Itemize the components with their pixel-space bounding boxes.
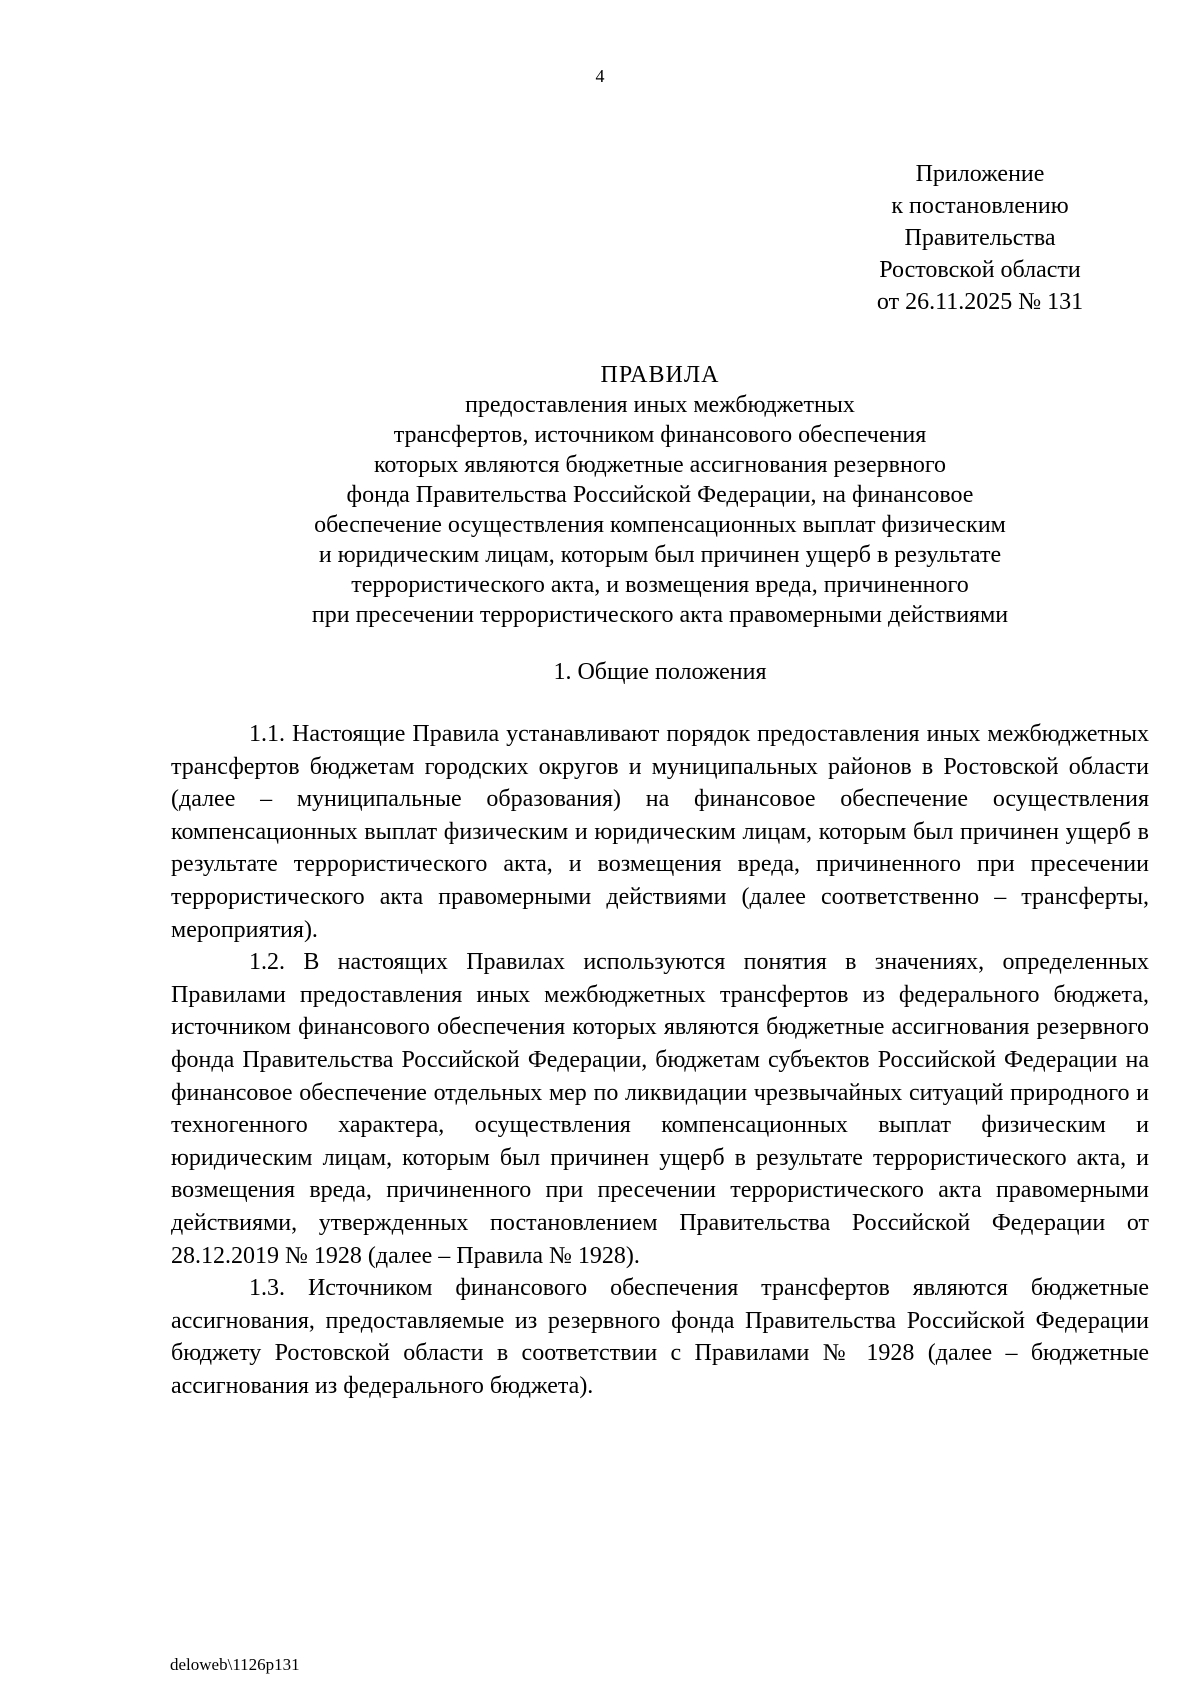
subtitle-line: трансфертов, источником финансового обеспечения — [393, 422, 927, 448]
appendix-line: к постановлению — [891, 193, 1069, 219]
subtitle-line: и юридическим лицам, которым был причинен ущерб в результате — [318, 542, 1002, 568]
title-subtitle — [170, 390, 1150, 630]
body-text — [171, 718, 1149, 1402]
appendix-line: Приложение — [915, 161, 1045, 187]
subtitle-line: террористического акта, и возмещения вреда, причиненного — [351, 572, 969, 598]
subtitle-line: фонда Правительства Российской Федерации, на финансовое — [346, 482, 974, 508]
paragraph-1-2: 1.2. В настоящих Правилах используются понятия в значениях, определенных Правилами предоставления иных межбюджетных трансфертов из федерального бюджета, источником финансового обеспечения которых являются бюджетные ассигнования резервного фонда Правительства Российской Федерации, бюджетам субъектов Российской Федерации на финансовое обеспечение отдельных мер по ликвидации чрезвычайных ситуаций природного и техногенного характера, осуществления компенсационных выплат физическим и юридическим лицам, которым был причинен ущерб в результате террористического акта, и возмещения вреда, причиненного при пресечении террористического акта правомерными действиями, утвержденных постановлением Правительства Российской Федерации от 28.12.2019 № 1928 (далее – Правила № 1928). — [171, 949, 1149, 1269]
appendix-line: Ростовской области — [879, 257, 1081, 283]
subtitle-line: предоставления иных межбюджетных — [465, 392, 855, 418]
footer-document-code: deloweb\1126p131 — [170, 1655, 300, 1674]
document-title — [170, 360, 1150, 630]
title-heading: ПРАВИЛА — [600, 362, 720, 388]
subtitle-line: которых являются бюджетные ассигнования резервного — [373, 452, 947, 478]
subtitle-line: при пресечении террористического акта правомерными действиями — [311, 602, 1009, 628]
section-heading: 1. Общие положения — [553, 659, 767, 685]
appendix-line: Правительства — [904, 225, 1056, 251]
subtitle-line: обеспечение осуществления компенсационных выплат физическим — [314, 512, 1006, 538]
page-number: 4 — [595, 66, 605, 86]
appendix-line: от 26.11.2025 № 131 — [876, 289, 1084, 315]
appendix-block — [830, 158, 1130, 318]
paragraph-1-1: 1.1. Настоящие Правила устанавливают порядок предоставления иных межбюджетных трансфертов бюджетам городских округов и муниципальных районов в Ростовской области (далее – муниципальные образования) на финансовое обеспечение осуществления компенсационных выплат физическим и юридическим лицам, которым был причинен ущерб в результате террористического акта, и возмещения вреда, причиненного при пресечении террористического акта правомерными действиями (далее соответственно – трансферты, мероприятия). — [171, 721, 1149, 943]
paragraph-1-3: 1.3. Источником финансового обеспечения трансфертов являются бюджетные ассигнования, предоставляемые из резервного фонда Правительства Российской Федерации бюджету Ростовской области в соответствии с Правилами № 1928 (далее – бюджетные ассигнования из федерального бюджета). — [171, 1275, 1149, 1399]
